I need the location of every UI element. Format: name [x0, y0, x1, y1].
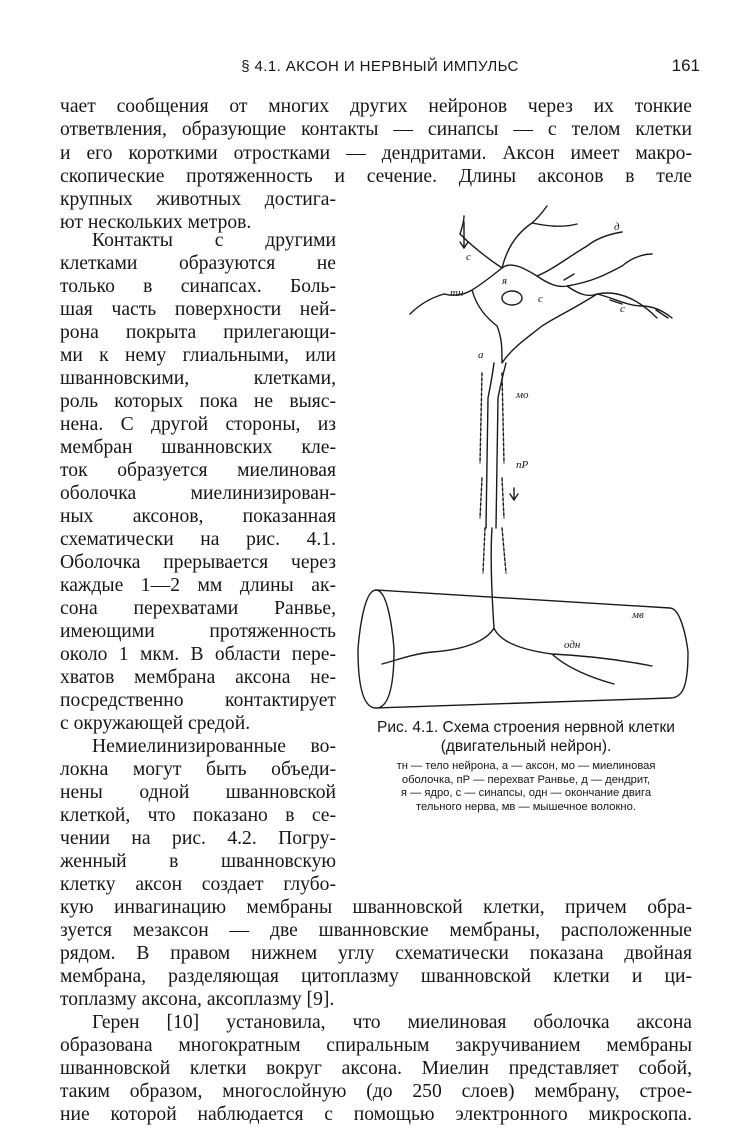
neuron-diagram: [352, 198, 702, 718]
page-number: 161: [671, 56, 700, 75]
text-line: ответвления, образующие контакты — синапсы — с телом клетки: [60, 119, 692, 140]
label-soma: тн: [450, 287, 464, 299]
text-line: около 1 мкм. В области пере-: [60, 644, 336, 665]
axon-terminal: [382, 528, 652, 684]
text-line: ных аксонов, показанная: [60, 506, 336, 527]
text-line: имеющими протяженность: [60, 621, 336, 642]
text-line: Оболочка прерывается через: [60, 552, 336, 573]
text-line: клетку аксон создает глубо-: [60, 874, 336, 895]
text-line: с окружающей средой.: [60, 713, 251, 734]
text-line: нена. С другой стороны, из: [60, 414, 336, 435]
page-header: [60, 56, 700, 80]
text-line: клеткой, что показано в се-: [60, 805, 336, 826]
label-nerve-ending: одн: [564, 639, 581, 651]
arrow: [460, 222, 668, 500]
text-line: таким образом, многослойную (до 250 слоев) мембрану, строе-: [60, 1081, 692, 1102]
running-head: § 4.1. АКСОН И НЕРВНЫЙ ИМПУЛЬС: [241, 58, 519, 75]
label-synapse-3: с: [620, 303, 625, 315]
text-line: схематически на рис. 4.1.: [60, 529, 336, 550]
text-line: посредственно контактирует: [60, 690, 336, 711]
text-line: чает сообщения от многих других нейронов через их тонкие: [60, 96, 692, 117]
nucleus: [502, 291, 522, 305]
label-nucleus: я: [502, 275, 508, 287]
caption-legend-line: я — ядро, с — синапсы, одн — окончание двига: [400, 787, 652, 800]
soma-outline: [444, 234, 657, 363]
text-line: оболочка миелинизирован-: [60, 483, 336, 504]
label-synapse-2: с: [538, 293, 543, 305]
caption-legend-line: оболочка, пР — перехват Ранвье, д — дендрит,: [401, 773, 651, 786]
label-dendrite: д: [614, 221, 620, 233]
neuron-figure: [352, 198, 702, 718]
text-line: шая часть поверхности ней-: [60, 299, 336, 320]
text-line: Контакты с другими: [92, 230, 336, 251]
label-muscle-fiber: мв: [632, 609, 644, 621]
text-line: роль которых пока не выяс-: [60, 391, 336, 412]
text-line: Немиелинизированные во-: [92, 736, 336, 757]
muscle-fiber: [358, 590, 688, 708]
text-line: рона покрыта прилегающи-: [60, 322, 336, 343]
text-line: зуется мезаксон — две шванновские мембраны, расположенные: [60, 920, 692, 941]
caption-subtitle: (двигательный нейрон).: [440, 738, 612, 755]
text-line: ют нескольких метров.: [60, 212, 252, 233]
text-line: ток образуется миелиновая: [60, 460, 336, 481]
text-line: нены одной шванновской: [60, 782, 336, 803]
text-line: мембрана, разделяющая цитоплазму шванновской клетки и ци-: [60, 966, 692, 987]
text-line: локна могут быть объеди-: [60, 759, 336, 780]
label-ranvier: пР: [516, 459, 529, 471]
myelin-sheath: [480, 373, 506, 573]
label-synapse-1: с: [466, 251, 471, 263]
text-line: и его короткими отростками — дендритами. Аксон имеет макро-: [60, 143, 692, 164]
text-line: шванновской клетки вокруг аксона. Миелин представляет собой,: [60, 1058, 692, 1079]
text-line: чении на рис. 4.2. Погру-: [60, 828, 336, 849]
text-line: скопические протяженность и сечение. Длины аксонов в теле: [60, 166, 692, 187]
text-line: клетками образуются не: [60, 253, 336, 274]
text-line: мембран шванновских кле-: [60, 437, 336, 458]
text-line: сона перехватами Ранвье,: [60, 598, 336, 619]
label-myelin: мо: [516, 389, 529, 401]
text-line: образована многократным спиральным закручиванием мембраны: [60, 1035, 692, 1056]
text-line: Герен [10] установила, что миелиновая оболочка аксона: [92, 1012, 692, 1033]
label-axon: а: [478, 349, 484, 361]
text-line: женный в шванновскую: [60, 851, 336, 872]
text-line: ние которой наблюдается с помощью электронного микроскопа.: [60, 1104, 692, 1125]
text-line: шванновскими, клетками,: [60, 368, 336, 389]
caption-legend-line: тельного нерва, мв — мышечное волокно.: [416, 800, 636, 813]
text-line: топлазму аксона, аксоплазму [9].: [60, 989, 335, 1010]
text-line: каждые 1—2 мм длины ак-: [60, 575, 336, 596]
text-line: хватов мембрана аксона не-: [60, 667, 336, 688]
figure-caption: [356, 718, 696, 814]
caption-legend-line: тн — тело нейрона, а — аксон, мо — миелиновая: [396, 760, 656, 772]
caption-title: Рис. 4.1. Схема строения нервной клетки: [377, 719, 675, 736]
text-line: кую инвагинацию мембраны шванновской клетки, причем обра-: [60, 897, 692, 918]
text-line: рядом. В правом нижнем углу схематически показана двойная: [60, 943, 692, 964]
text-line: крупных животных достига-: [60, 189, 336, 210]
text-line: ми к нему глиальными, или: [60, 345, 336, 366]
text-line: только в синапсах. Боль-: [60, 276, 336, 297]
